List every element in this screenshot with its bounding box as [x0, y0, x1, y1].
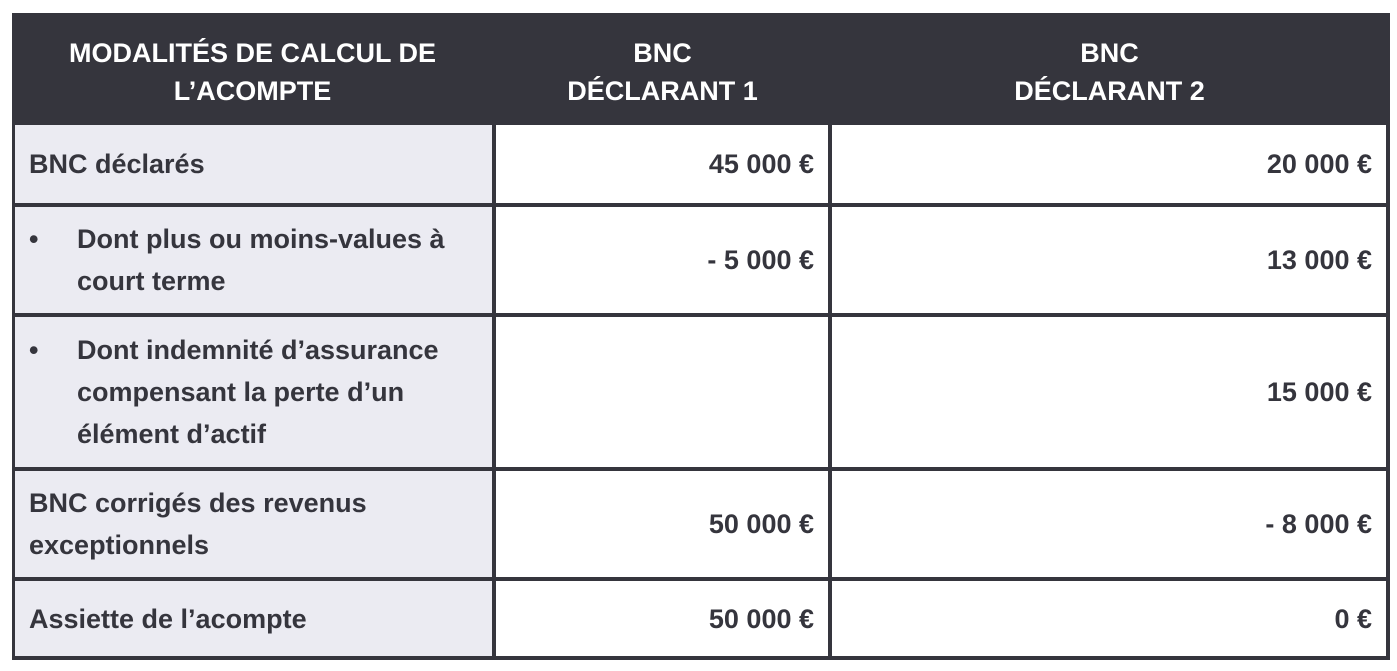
header-declarant-2 — [832, 13, 1390, 125]
table-row — [12, 125, 1390, 207]
table-row — [12, 581, 1390, 660]
declarant-2-value: 15 000 € — [832, 317, 1390, 471]
declarant-2-value: 13 000 € — [832, 207, 1390, 317]
header-declarant-1-line2: DÉCLARANT 1 — [567, 76, 758, 106]
table-row — [12, 207, 1390, 317]
declarant-1-value: - 5 000 € — [496, 207, 832, 317]
header-modalites-line2: L’ACOMPTE — [173, 76, 332, 106]
declarant-1-value: 50 000 € — [496, 581, 832, 660]
row-label: Dont indemnité d’assurance compensant la perte d’un élément d’actif — [77, 335, 439, 449]
declarant-1-value: 50 000 € — [496, 471, 832, 581]
row-label-cell — [12, 207, 496, 317]
row-label: BNC déclarés — [12, 125, 496, 207]
table-header-row — [12, 13, 1390, 125]
row-label: BNC corrigés des revenus exceptionnels — [12, 471, 496, 581]
declarant-1-value: 45 000 € — [496, 125, 832, 207]
header-declarant-1 — [496, 13, 832, 125]
table-row — [12, 471, 1390, 581]
header-modalites — [12, 13, 496, 125]
header-declarant-2-line2: DÉCLARANT 2 — [1014, 76, 1205, 106]
row-label: Dont plus ou moins-values à court terme — [77, 224, 445, 296]
declarant-2-value: - 8 000 € — [832, 471, 1390, 581]
row-label-cell — [12, 317, 496, 471]
calculation-table-container — [12, 13, 1390, 660]
header-declarant-1-line1: BNC — [633, 38, 692, 68]
header-modalites-line1: MODALITÉS DE CALCUL DE — [68, 38, 436, 68]
header-declarant-2-line1: BNC — [1080, 38, 1139, 68]
declarant-2-value: 0 € — [832, 581, 1390, 660]
acompte-calculation-table — [12, 13, 1390, 660]
declarant-1-value — [496, 317, 832, 471]
declarant-2-value: 20 000 € — [832, 125, 1390, 207]
bullet-icon: • — [29, 335, 39, 365]
row-label: Assiette de l’acompte — [12, 581, 496, 660]
bullet-icon: • — [29, 224, 39, 254]
table-row — [12, 317, 1390, 471]
